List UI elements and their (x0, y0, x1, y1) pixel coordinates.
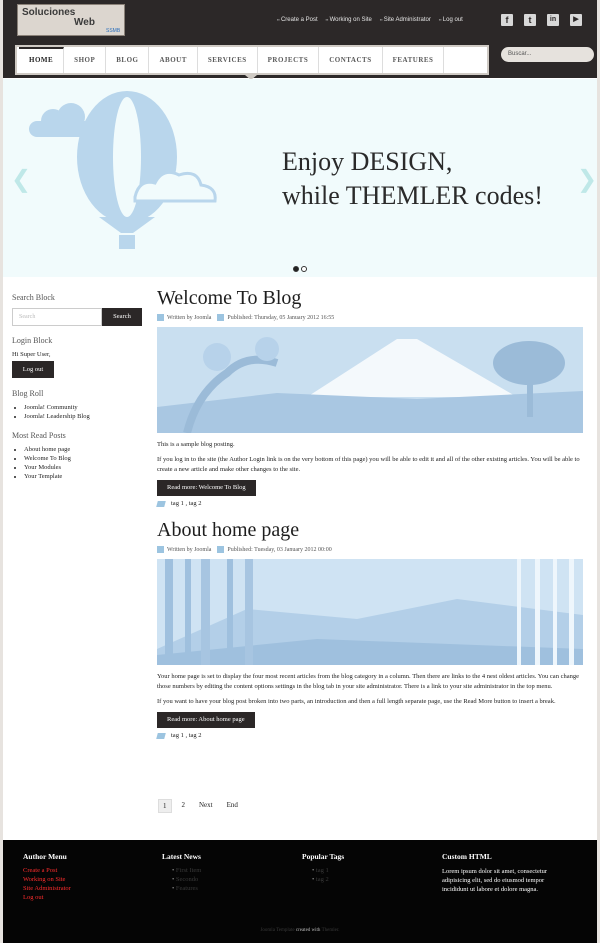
sidebar-search-input[interactable]: Search (12, 308, 102, 326)
tag-icon (156, 733, 166, 739)
blog-roll-list (12, 404, 144, 420)
youtube-icon[interactable]: ▶ (570, 14, 582, 26)
footer-site-administrator-link[interactable]: Site Administrator (23, 885, 71, 892)
slider-dot[interactable] (293, 266, 299, 272)
copyright (3, 928, 597, 933)
footer-popular-tags (302, 852, 344, 885)
article-title[interactable]: About home page (157, 519, 300, 541)
page-next[interactable]: Next (199, 801, 213, 809)
hero-slider (3, 79, 597, 277)
sidebar-search-button[interactable]: Search (102, 308, 142, 326)
create-post-link[interactable]: ▪▪ Create a Post (277, 17, 318, 23)
article-paragraph: If you log in to the site (the Author Login link is on the very bottom of this page) you will be able to edit it and all of the other existing articles. You will be able to create a new article and make other changes to the site. (157, 456, 580, 473)
article-meta (157, 314, 583, 321)
hero-headline (282, 145, 543, 213)
footer-heading: Latest News (162, 852, 201, 861)
user-greeting: Hi Super User, (12, 351, 51, 358)
header (3, 0, 597, 78)
article-meta (157, 546, 583, 553)
footer-create-post-link[interactable]: Create a Post (23, 867, 58, 874)
article-image (157, 327, 583, 433)
page-1[interactable]: 1 (158, 799, 172, 813)
footer-log-out-link[interactable]: Log out (23, 894, 44, 901)
slider-dots (293, 266, 307, 272)
page-2[interactable]: 2 (181, 801, 185, 809)
linkedin-icon[interactable]: in (547, 14, 559, 26)
article-image (157, 559, 583, 665)
logo[interactable] (17, 4, 125, 36)
page (3, 0, 597, 943)
logo-line-3: SSMB (106, 28, 121, 34)
article-paragraph: Your home page is set to display the four most recent articles from the blog category in a column. Then there are links to the 4 nest oldest articles. You can change those numbers by editing the content options settings in the blog tab in your site administrator. There is a link to your site administrator in the top menu. (157, 673, 579, 690)
search-block-title: Search Block (12, 293, 55, 302)
published (217, 314, 334, 321)
login-block-title: Login Block (12, 336, 53, 345)
sidebar (12, 293, 144, 491)
main-nav (15, 45, 489, 75)
logo-line-1: Soluciones (22, 7, 76, 18)
list-item[interactable]: • Joomla! Leadership Blog (24, 413, 144, 420)
most-read-title: Most Read Posts (12, 431, 66, 440)
header-search-input[interactable]: Buscar... (501, 47, 594, 62)
main-content (157, 287, 583, 745)
user-icon (157, 546, 164, 553)
page-end[interactable]: End (226, 801, 238, 809)
facebook-icon[interactable]: f (501, 14, 513, 26)
author-text: Written by Joomla (167, 546, 212, 553)
mountain-tree-illustration (157, 327, 583, 433)
read-more-button[interactable]: Read more: Welcome To Blog (157, 480, 256, 496)
footer-author-menu (23, 852, 71, 903)
working-on-site-link[interactable]: ▪▪ Working on Site (326, 17, 372, 23)
nav-about[interactable]: ABOUT (149, 47, 197, 73)
nav-projects[interactable]: PROJECTS (258, 47, 320, 73)
footer-heading: Popular Tags (302, 852, 345, 861)
most-read-list (12, 446, 144, 480)
blog-roll-title: Blog Roll (12, 389, 44, 398)
social-links (501, 14, 582, 26)
article-tags (157, 732, 583, 739)
nav-shop[interactable]: SHOP (64, 47, 106, 73)
tag-icon (156, 501, 166, 507)
nav-features[interactable]: FEATURES (383, 47, 445, 73)
article (157, 287, 583, 507)
article-title[interactable]: Welcome To Blog (157, 287, 302, 309)
footer-custom-html (442, 852, 560, 894)
calendar-icon (217, 314, 224, 321)
list-item[interactable]: • Secondo (172, 876, 201, 883)
list-item[interactable]: • About home page (24, 446, 144, 453)
list-item[interactable]: • tag 1 (312, 867, 344, 874)
tags-text[interactable]: tag 1 , tag 2 (171, 500, 202, 507)
bamboo-illustration (157, 559, 583, 665)
copyright-text: created with (295, 928, 321, 933)
copyright-template-link[interactable]: Joomla Template (260, 928, 295, 933)
site-administrator-link[interactable]: ▪▪ Site Administrator (380, 17, 431, 23)
nav-contacts[interactable]: CONTACTS (319, 47, 382, 73)
list-item[interactable]: • Your Template (24, 473, 144, 480)
nav-blog[interactable]: BLOG (106, 47, 149, 73)
sidebar-search (12, 308, 144, 326)
article-paragraph: If you want to have your blog post broken into two parts, an introduction and then a full length separate page, use the Read More button to insert a break. (157, 698, 556, 705)
list-item[interactable]: • First Item (172, 867, 201, 874)
slider-prev-icon[interactable]: ❮ (11, 165, 32, 193)
log-out-link[interactable]: ▪▪ Log out (439, 17, 463, 23)
top-links (277, 17, 463, 23)
footer-custom-text: Lorem ipsum dolor sit amet, consectetur adipisicing elit, sed do eiusmod tempor incididunt ut labore et dolore magna. (442, 868, 548, 893)
published (217, 546, 331, 553)
author-text: Written by Joomla (167, 314, 212, 321)
calendar-icon (217, 546, 224, 553)
tags-text[interactable]: tag 1 , tag 2 (171, 732, 202, 739)
twitter-icon[interactable]: t (524, 14, 536, 26)
nav-services[interactable]: SERVICES (198, 47, 258, 73)
list-item[interactable]: • tag 2 (312, 876, 344, 883)
article (157, 519, 583, 739)
nav-home[interactable]: HOME (19, 47, 64, 73)
footer-latest-news (162, 852, 201, 894)
user-icon (157, 314, 164, 321)
pagination (158, 799, 242, 813)
logo-line-2: Web (74, 17, 95, 28)
hero-line-1: Enjoy DESIGN, (282, 147, 453, 176)
footer-heading: Custom HTML (442, 852, 492, 861)
slider-dot[interactable] (301, 266, 307, 272)
logout-button[interactable]: Log out (12, 361, 54, 378)
article-paragraph: This is a sample blog posting. (157, 441, 235, 448)
balloon-illustration (29, 89, 259, 279)
footer-heading: Author Menu (23, 852, 67, 861)
list-item[interactable]: • Your Modules (24, 464, 144, 471)
article-tags (157, 500, 583, 507)
list-item[interactable]: • Welcome To Blog (24, 455, 144, 462)
hero-line-2: while THEMLER codes! (282, 181, 543, 210)
footer (3, 840, 597, 943)
slider-next-icon[interactable]: ❯ (577, 165, 597, 193)
list-item[interactable]: • Features (172, 885, 201, 892)
author (157, 314, 211, 321)
read-more-button[interactable]: Read more: About home page (157, 712, 255, 728)
author (157, 546, 211, 553)
copyright-themler-link[interactable]: Themler. (321, 928, 340, 933)
footer-working-on-site-link[interactable]: Working on Site (23, 876, 66, 883)
published-text: Published: Thursday, 05 January 2012 16:55 (227, 314, 335, 321)
list-item[interactable]: • Joomla! Community (24, 404, 144, 411)
published-text: Published: Tuesday, 03 January 2012 00:00 (227, 546, 332, 553)
